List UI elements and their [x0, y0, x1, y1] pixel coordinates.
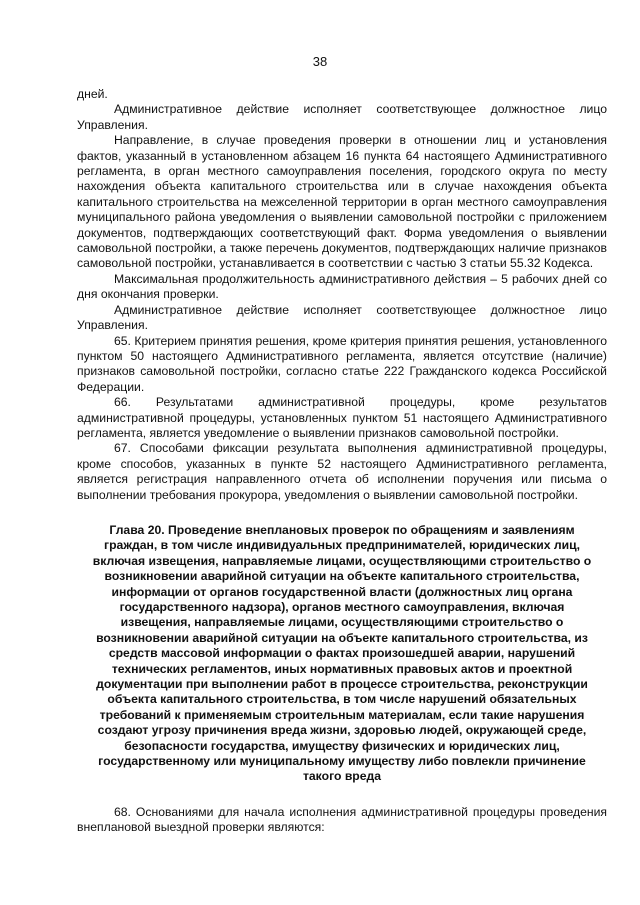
page-number: 38	[312, 54, 328, 69]
paragraph: 65. Критерием принятия решения, кроме критерия принятия решения, установленного пунктом 50 настоящего Административного регламента, является отсутствие (наличие) признаков самовольной постройки, согласно статье 222 Гражданского кодекса Российской Федерации.	[77, 333, 607, 394]
paragraphs-before-heading	[77, 87, 607, 503]
paragraph: Административное действие исполняет соответствующее должностное лицо Управления.	[77, 302, 607, 333]
paragraph: 67. Способами фиксации результата выполнения административной процедуры, кроме способов, указанных в пункте 52 настоящего Административного регламента, является регистрация направленного отчета об исполнении поручения или письма о выполнении требования прокурора, уведомления о выявлении самовольной постройки.	[77, 441, 607, 502]
paragraph: Максимальная продолжительность административного действия – 5 рабочих дней со дня окончания проверки.	[77, 271, 607, 302]
paragraphs-after-heading	[77, 805, 607, 836]
paragraph: Направление, в случае проведения проверки в отношении лиц и установления фактов, указанный в установленном абзацем 16 пункта 64 настоящего Административного регламента, в орган местного самоуправления поселения, городского округа по месту нахождения объекта капитального строительства или в случае нахождения объекта капитального строительства на межселенной территории в орган местного самоуправления муниципального района уведомления о выявлении самовольной постройки с приложением документов, подтверждающих соответствующий факт. Форма уведомления о выявлении самовольной постройки, а также перечень документов, подтверждающих наличие признаков самовольной постройки, устанавливается в соответствии с частью 3 статьи 55.32 Кодекса.	[77, 133, 607, 271]
chapter-heading: Глава 20. Проведение внеплановых проверок по обращениям и заявлениям граждан, в том числе индивидуальных предпринимателей, юридических лиц, включая извещения, направляемые лицами, осуществляющими строительство о возникновении аварийной ситуации на объекте капитального строительства, информации от органов государственной власти (должностных лиц органа государственного надзора), органов местного самоуправления, включая извещения, направляемые лицами, осуществляющими строительство о возникновении аварийной ситуации на объекте капитального строительства, из средств массовой информации о фактах произошедшей аварии, нарушений технических регламентов, иных нормативных правовых актов и проектной документации при выполнении работ в процессе строительства, реконструкции объекта капитального строительства, в том числе нарушений обязательных требований к применяемым строительным материалам, если такие нарушения создают угрозу причинения вреда жизни, здоровью людей, окружающей среде, безопасности государства, имуществу физических и юридических лиц, государственному или муниципальному имуществу либо повлекли причинение такого вреда	[92, 522, 592, 784]
document-body	[77, 87, 607, 836]
paragraph: 68. Основаниями для начала исполнения административной процедуры проведения внеплановой выездной проверки являются:	[77, 804, 607, 835]
paragraph: Административное действие исполняет соответствующее должностное лицо Управления.	[77, 102, 607, 132]
paragraph: 66. Результатами административной процедуры, кроме результатов административной процедуры, установленных пунктом 51 настоящего Административного регламента, является уведомление о выявлении признаков самовольной постройки.	[77, 395, 607, 440]
paragraph: дней.	[77, 87, 108, 101]
